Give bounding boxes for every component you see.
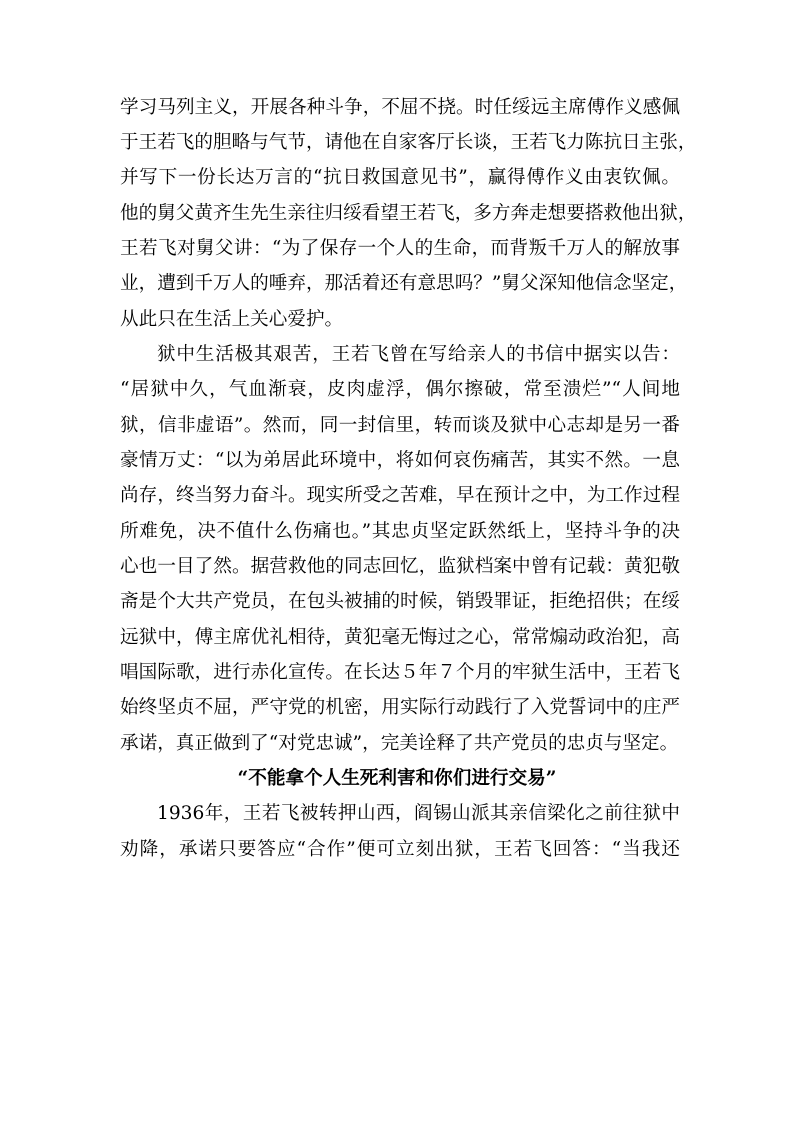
text-line: 远狱中，傅主席优礼相待，黄犯毫无悔过之心，常常煽动政治犯，高 xyxy=(120,627,680,648)
text-line: 所难免，决不值什么伤痛也。”其忠贞坚定跃然纸上，坚持斗争的决 xyxy=(120,521,680,542)
text-line: 心也一目了然。据营救他的同志回忆，监狱档案中曾有记载：黄犯敬 xyxy=(120,556,680,577)
text-line: “居狱中久，气血渐衰，皮肉虚浮，偶尔擦破，常至溃烂”“人间地 xyxy=(120,379,680,400)
text-line: 从此只在生活上关心爱护。 xyxy=(120,309,344,330)
text-line: 王若飞对舅父讲：“为了保存一个人的生命，而背叛千万人的解放事 xyxy=(120,238,680,259)
text-line: 豪情万丈：“以为弟居此环境中，将如何哀伤痛苦，其实不然。一息 xyxy=(120,450,680,471)
text-line: 于王若飞的胆略与气节，请他在自家客厅长谈，王若飞力陈抗日主张， xyxy=(120,132,697,153)
text-line: 斋是个大共产党员，在包头被捕的时候，销毁罪证，拒绝招供；在绥 xyxy=(120,591,680,612)
text-line: 承诺，真正做到了“对党忠诚”，完美诠释了共产党员的忠贞与坚定。 xyxy=(120,733,679,754)
text-line: 并写下一份长达万言的“抗日救国意见书”，赢得傅作义由衷钦佩。 xyxy=(120,167,680,188)
section-heading: “不能拿个人生死利害和你们进行交易” xyxy=(237,768,557,789)
text-line: 尚存，终当努力奋斗。现实所受之苦难，早在预计之中，为工作过程 xyxy=(120,485,680,506)
text-line: 始终坚贞不屈，严守党的机密，用实际行动践行了入党誓词中的庄严 xyxy=(120,697,680,718)
text-line: 学习马列主义，开展各种斗争，不屈不挠。时任绥远主席傅作义感佩 xyxy=(120,97,680,118)
text-line: 狱，信非虚语”。然而，同一封信里，转而谈及狱中心志却是另一番 xyxy=(120,415,680,436)
text-line: 唱国际歌，进行赤化宣传。在长达５年７个月的牢狱生活中，王若飞 xyxy=(120,662,680,683)
text-line: 业，遭到千万人的唾弃，那活着还有意思吗？”舅父深知他信念坚定， xyxy=(120,273,688,294)
text-line: 1936年，王若飞被转押山西，阎锡山派其亲信梁化之前往狱中 xyxy=(157,803,680,824)
text-line: 狱中生活极其艰苦，王若飞曾在写给亲人的书信中据实以告： xyxy=(157,344,680,365)
text-line: 他的舅父黄齐生先生亲往归绥看望王若飞，多方奔走想要搭救他出狱， xyxy=(120,203,697,224)
text-line: 劝降，承诺只要答应“合作”便可立刻出狱，王若飞回答：“当我还 xyxy=(120,839,680,860)
